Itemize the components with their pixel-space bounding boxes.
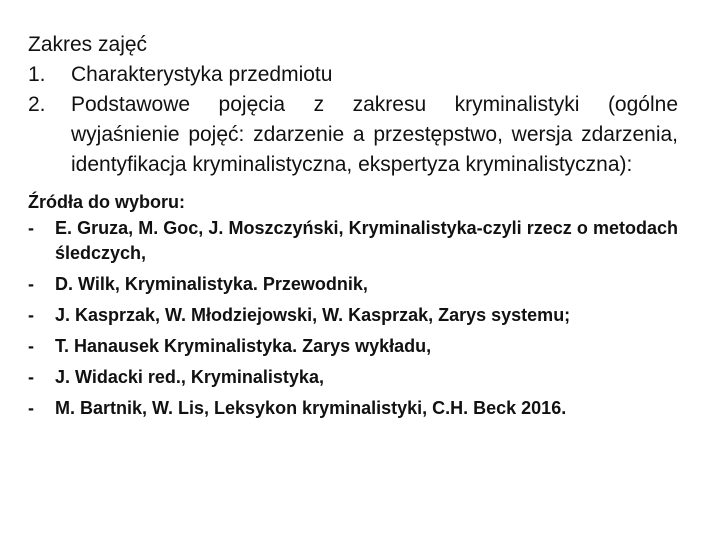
page-title: Zakres zajęć [28,33,148,56]
list-item-text: Charakterystyka przedmiotu [71,63,333,86]
bullet-dash: - [28,305,34,325]
source-item [28,396,678,421]
slide-content [28,30,678,427]
source-item [28,334,678,359]
list-item-text: Podstawowe pojęcia z zakresu kryminalistyki (ogólne wyjaśnienie pojęć: zdarzenie a przestępstwo, wersja zdarzenia, identyfikacja kryminalistyczna, ekspertyza kryminalistyczna): [71,93,678,176]
bullet-dash: - [28,274,34,294]
source-text: J. Kasprzak, W. Młodziejowski, W. Kasprzak, Zarys systemu; [55,305,571,325]
source-item [28,272,678,297]
list-item [28,90,678,180]
source-item [28,365,678,390]
list-item [28,60,678,90]
list-item-number: 2. [28,93,46,116]
source-item [28,216,678,266]
sources-heading: Źródła do wyboru: [28,192,185,212]
bullet-dash: - [28,398,34,418]
sources-list [28,216,678,421]
list-item-number: 1. [28,63,46,86]
source-text: M. Bartnik, W. Lis, Leksykon kryminalistyki, C.H. Beck 2016. [55,398,567,418]
topics-list [28,60,678,180]
bullet-dash: - [28,336,34,356]
source-text: T. Hanausek Kryminalistyka. Zarys wykładu, [55,336,432,356]
bullet-dash: - [28,218,34,238]
source-item [28,303,678,328]
source-text: E. Gruza, M. Goc, J. Moszczyński, Kryminalistyka-czyli rzecz o metodach śledczych, [55,218,678,263]
source-text: J. Widacki red., Kryminalistyka, [55,367,324,387]
source-text: D. Wilk, Kryminalistyka. Przewodnik, [55,274,368,294]
bullet-dash: - [28,367,34,387]
